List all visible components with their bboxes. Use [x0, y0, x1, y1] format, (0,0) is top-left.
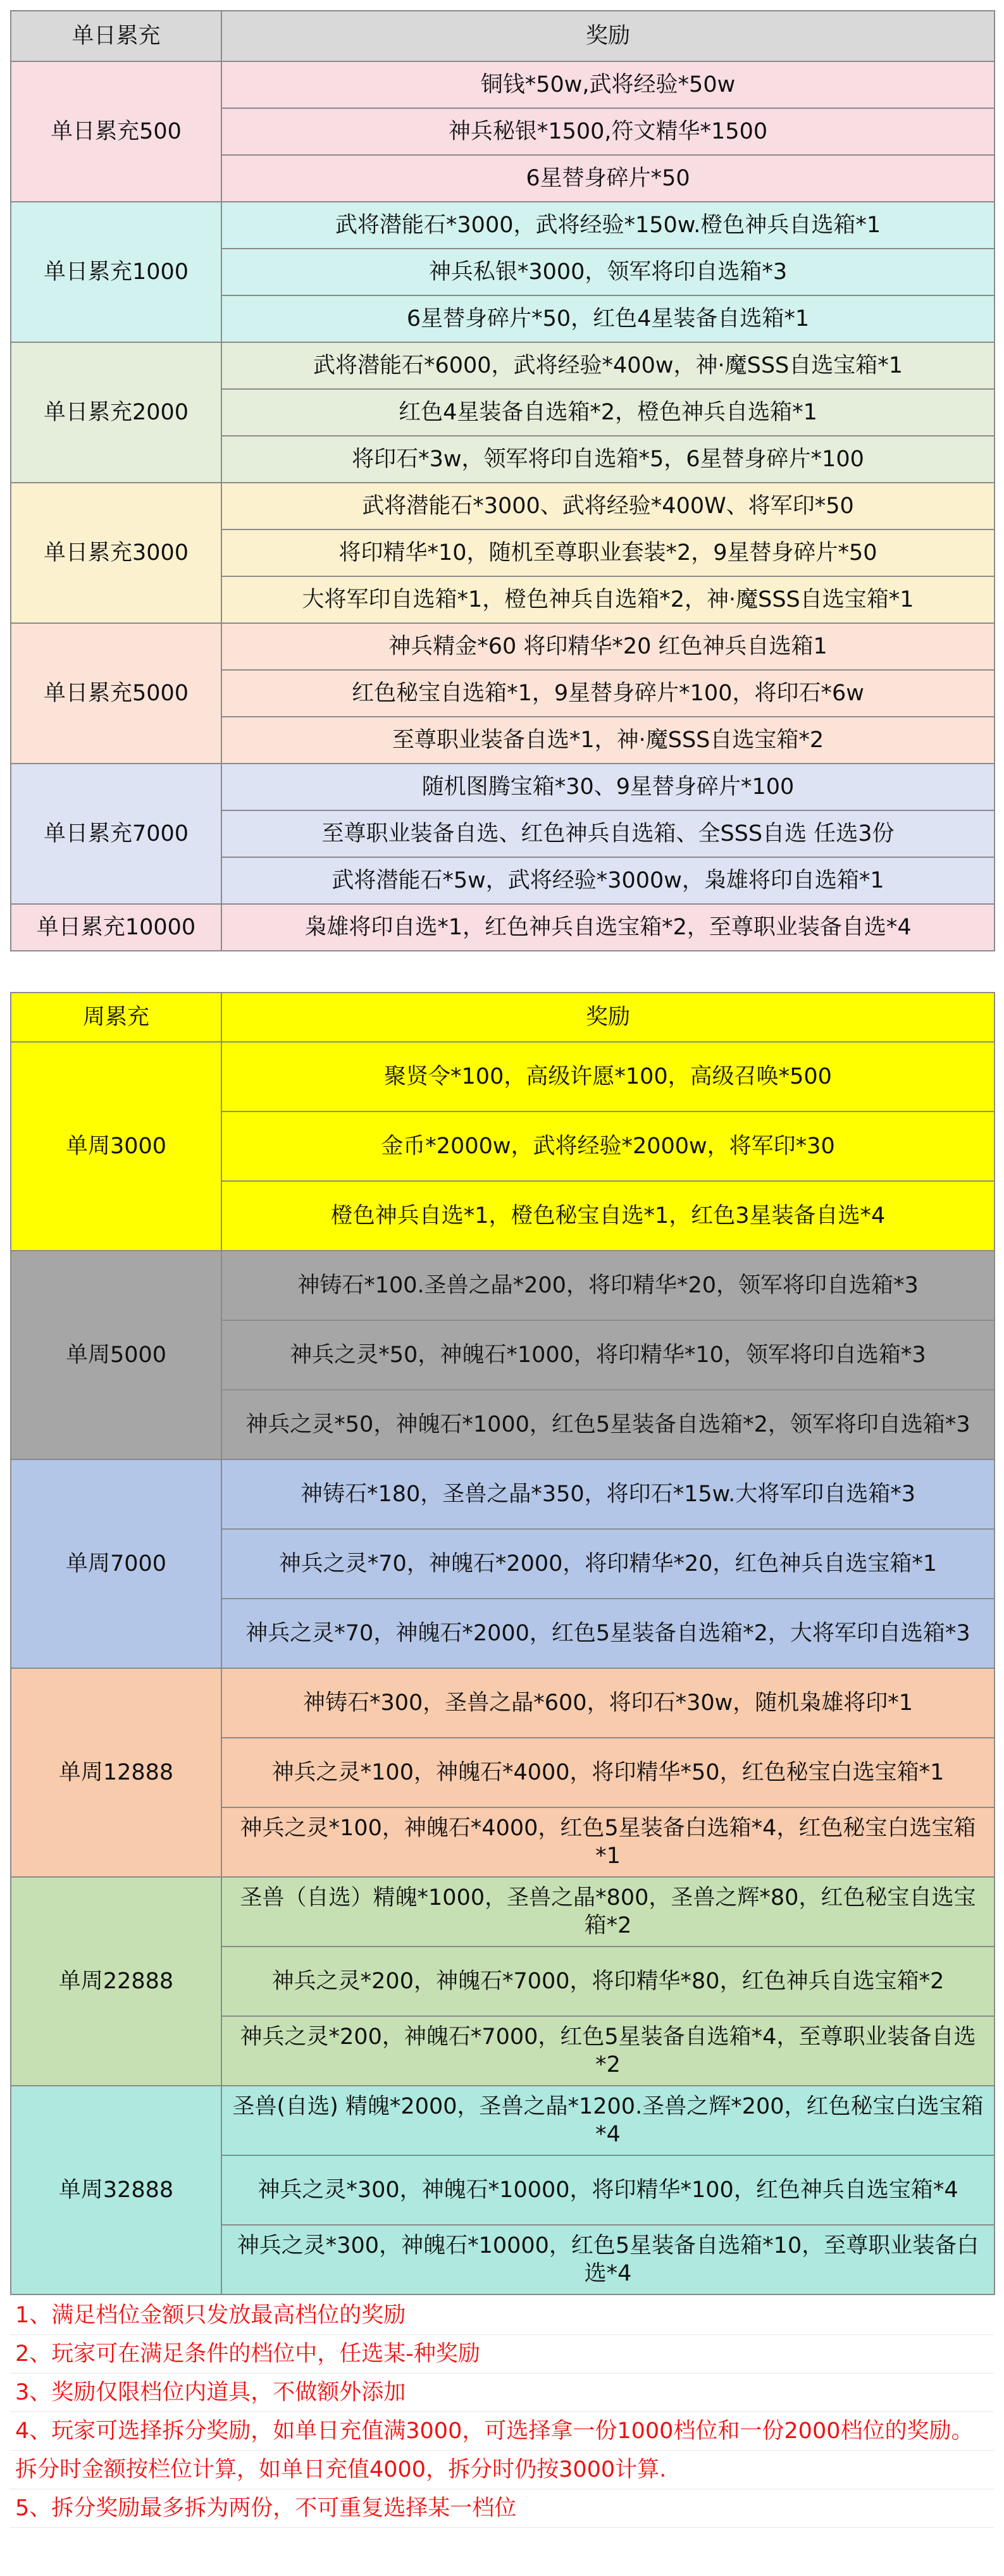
daily-tier-name: 单日累充5000: [11, 623, 221, 764]
weekly-reward-cell: 圣兽(自选) 精魄*2000，圣兽之晶*1200.圣兽之辉*200，红色秘宝白选宝箱*4: [221, 2086, 995, 2155]
weekly-reward-row: [11, 1668, 995, 1738]
daily-reward-cell: 武将潜能石*3000、武将经验*400W、将军印*50: [221, 483, 995, 529]
rule-note: 1、满足档位金额只发放最高档位的奖励: [10, 2296, 994, 2335]
rule-note: 5、拆分奖励最多拆为两份，不可重复选择某一档位: [10, 2489, 994, 2528]
weekly-reward-cell: 神兵之灵*300，神魄石*10000，红色5星装备自选箱*10，至尊职业装备白选*4: [221, 2225, 995, 2294]
daily-tier-name: 单日累充500: [11, 61, 221, 202]
weekly-reward-row: [11, 1459, 995, 1529]
weekly-reward-cell: 神兵之灵*100，神魄石*4000，将印精华*50，红色秘宝白选宝箱*1: [221, 1738, 995, 1807]
daily-reward-row: [11, 202, 995, 249]
weekly-reward-cell: 神兵之灵*100，神魄石*4000，红色5星装备白选箱*4，红色秘宝白选宝箱*1: [221, 1807, 995, 1877]
weekly-reward-row: [11, 1877, 995, 1947]
weekly-reward-row: [11, 2086, 995, 2155]
daily-tier-name: 单日累充2000: [11, 342, 221, 483]
weekly-tier-name: 单周22888: [11, 1877, 221, 2086]
daily-reward-row: [11, 342, 995, 389]
daily-reward-cell: 大将军印自选箱*1，橙色神兵自选箱*2，神·魔SSS自选宝箱*1: [221, 576, 995, 623]
weekly-reward-cell: 神兵之灵*200，神魄石*7000，将印精华*80，红色神兵自选宝箱*2: [221, 1947, 995, 2016]
weekly-reward-cell: 聚贤令*100，高级许愿*100，高级召唤*500: [221, 1042, 995, 1112]
rules-notes: [10, 2296, 994, 2528]
daily-tier-name: 单日累充10000: [11, 904, 221, 951]
daily-reward-cell: 神兵精金*60 将印精华*20 红色神兵自选箱1: [221, 623, 995, 670]
rule-note: 3、奖励仅限档位内道具，不做额外添加: [10, 2374, 994, 2412]
weekly-reward-cell: 神兵之灵*50，神魄石*1000，红色5星装备自选箱*2，领军将印自选箱*3: [221, 1390, 995, 1459]
daily-reward-cell: 神兵私银*3000，领军将印自选箱*3: [221, 249, 995, 295]
weekly-reward-row: [11, 1042, 995, 1112]
rule-note: 拆分时金额按栏位计算，如单日充值4000，拆分时仍按3000计算.: [10, 2451, 994, 2489]
daily-reward-cell: 至尊职业装备自选*1，神·魔SSS自选宝箱*2: [221, 717, 995, 764]
weekly-reward-cell: 神铸石*100.圣兽之晶*200，将印精华*20，领军将印自选箱*3: [221, 1251, 995, 1320]
daily-reward-row: [11, 61, 995, 108]
daily-reward-cell: 随机图腾宝箱*30、9星替身碎片*100: [221, 764, 995, 810]
daily-reward-cell: 6星替身碎片*50，红色4星装备自选箱*1: [221, 295, 995, 342]
weekly-reward-cell: 神铸石*180，圣兽之晶*350，将印石*15w.大将军印自选箱*3: [221, 1459, 995, 1529]
weekly-reward-cell: 神铸石*300，圣兽之晶*600，将印石*30w，随机枭雄将印*1: [221, 1668, 995, 1738]
weekly-reward-cell: 圣兽（自选）精魄*1000，圣兽之晶*800，圣兽之辉*80，红色秘宝自选宝箱*2: [221, 1877, 995, 1947]
weekly-tier-name: 单周3000: [11, 1042, 221, 1251]
daily-recharge-table: [10, 10, 995, 951]
rule-note: 2、玩家可在满足条件的档位中，任选某-种奖励: [10, 2335, 994, 2374]
weekly-tier-name: 单周5000: [11, 1251, 221, 1459]
weekly-reward-cell: 神兵之灵*70，神魄石*2000，红色5星装备自选箱*2，大将军印自选箱*3: [221, 1599, 995, 1668]
weekly-reward-cell: 橙色神兵自选*1，橙色秘宝自选*1，红色3星装备自选*4: [221, 1181, 995, 1251]
weekly-reward-row: [11, 1251, 995, 1320]
weekly-reward-cell: 神兵之灵*70，神魄石*2000，将印精华*20，红色神兵自选宝箱*1: [221, 1529, 995, 1599]
daily-reward-cell: 红色4星装备自选箱*2，橙色神兵自选箱*1: [221, 389, 995, 436]
daily-reward-cell: 武将潜能石*3000，武将经验*150w.橙色神兵自选箱*1: [221, 202, 995, 249]
weekly-tier-name: 单周32888: [11, 2086, 221, 2294]
daily-reward-row: [11, 764, 995, 810]
daily-reward-cell: 将印精华*10，随机至尊职业套装*2，9星替身碎片*50: [221, 529, 995, 576]
rule-note: 4、玩家可选择拆分奖励，如单日充值满3000，可选择拿一份1000档位和一份2000档位的奖励。: [10, 2412, 994, 2451]
daily-reward-cell: 神兵秘银*1500,符文精华*1500: [221, 108, 995, 155]
weekly-reward-cell: 神兵之灵*200，神魄石*7000，红色5星装备自选箱*4，至尊职业装备自选*2: [221, 2016, 995, 2086]
daily-reward-cell: 武将潜能石*5w，武将经验*3000w，枭雄将印自选箱*1: [221, 857, 995, 904]
daily-reward-row: [11, 623, 995, 670]
weekly-header-reward: 奖励: [221, 993, 995, 1042]
weekly-tier-name: 单周12888: [11, 1668, 221, 1877]
daily-reward-cell: 枭雄将印自选*1，红色神兵自选宝箱*2，至尊职业装备自选*4: [221, 904, 995, 951]
daily-tier-name: 单日累充3000: [11, 483, 221, 623]
daily-tier-name: 单日累充1000: [11, 202, 221, 342]
weekly-header-tier: 周累充: [11, 993, 221, 1042]
weekly-reward-cell: 神兵之灵*300，神魄石*10000，将印精华*100，红色神兵自选宝箱*4: [221, 2155, 995, 2225]
daily-reward-row: [11, 904, 995, 951]
weekly-recharge-table: [10, 992, 995, 2295]
daily-header-reward: 奖励: [221, 11, 995, 61]
daily-reward-cell: 铜钱*50w,武将经验*50w: [221, 61, 995, 108]
daily-reward-cell: 将印石*3w，领军将印自选箱*5，6星替身碎片*100: [221, 436, 995, 483]
weekly-reward-cell: 神兵之灵*50，神魄石*1000，将印精华*10，领军将印自选箱*3: [221, 1320, 995, 1390]
daily-reward-cell: 至尊职业装备自选、红色神兵自选箱、全SSS自选 任选3份: [221, 810, 995, 857]
daily-reward-cell: 武将潜能石*6000，武将经验*400w，神·魔SSS自选宝箱*1: [221, 342, 995, 389]
weekly-reward-cell: 金币*2000w，武将经验*2000w，将军印*30: [221, 1112, 995, 1181]
daily-reward-cell: 6星替身碎片*50: [221, 155, 995, 202]
daily-tier-name: 单日累充7000: [11, 764, 221, 904]
daily-reward-cell: 红色秘宝自选箱*1，9星替身碎片*100，将印石*6w: [221, 670, 995, 717]
weekly-tier-name: 单周7000: [11, 1459, 221, 1668]
daily-reward-row: [11, 483, 995, 529]
daily-header-tier: 单日累充: [11, 11, 221, 61]
